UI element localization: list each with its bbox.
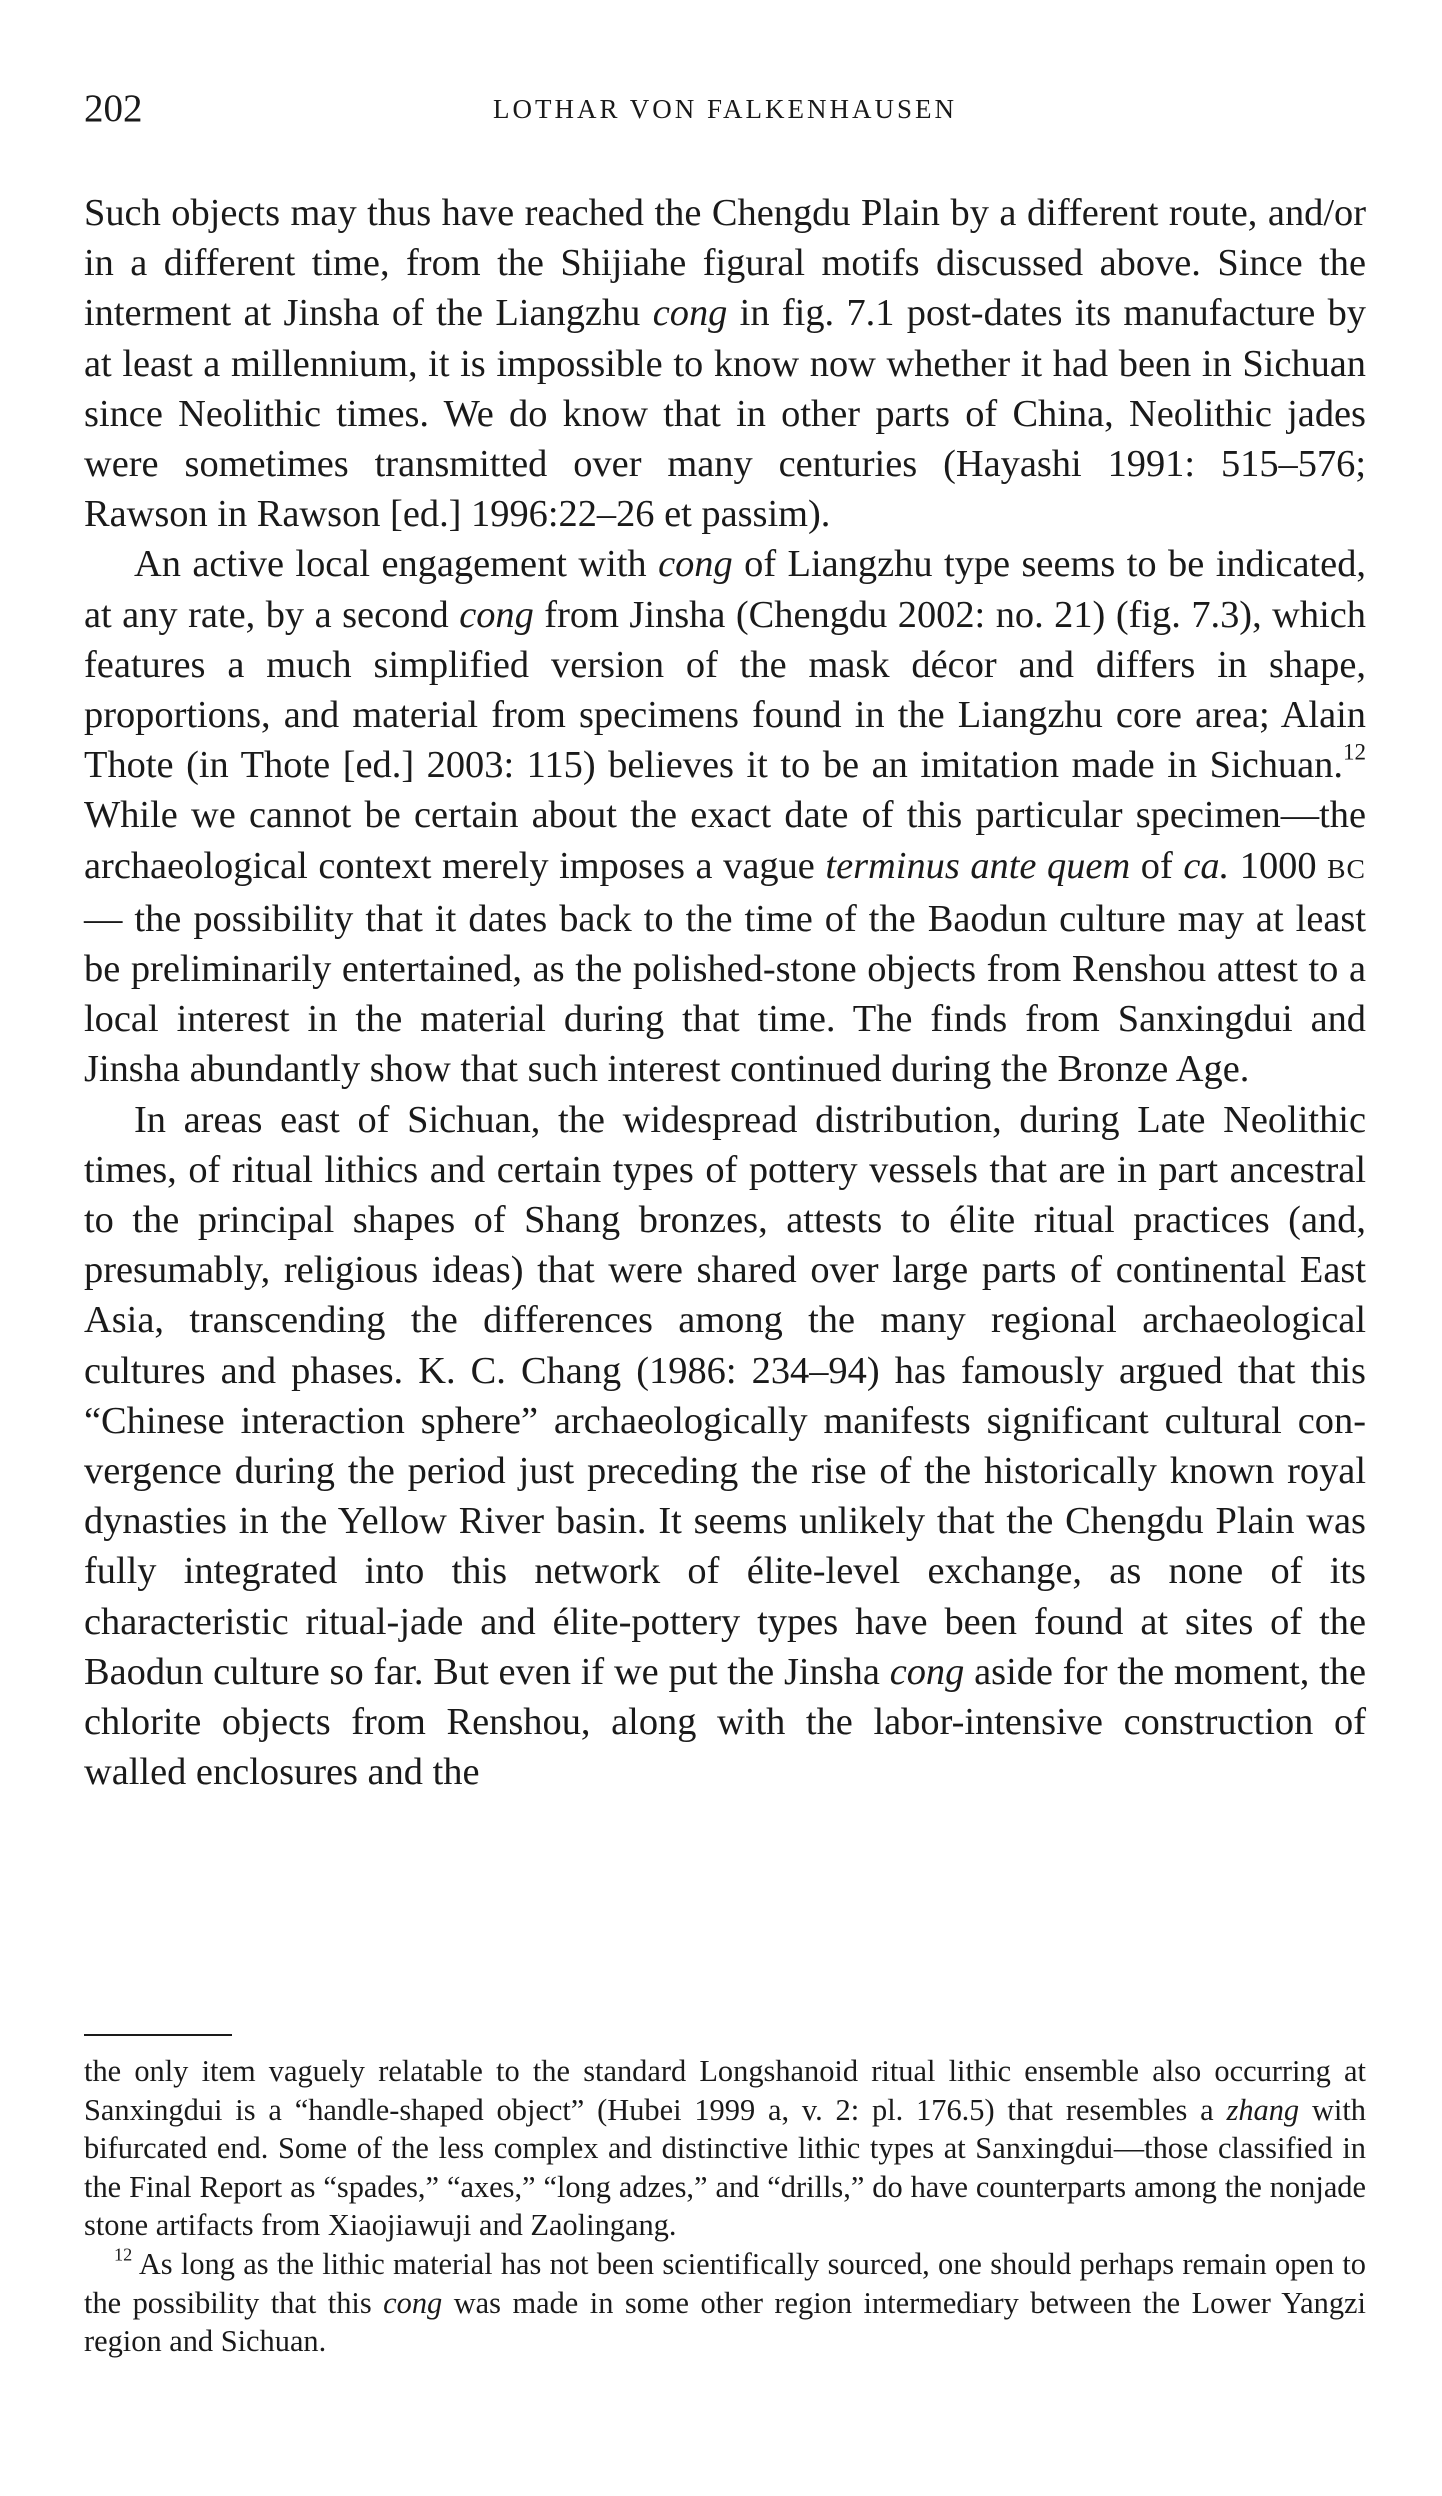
text-run: As long as the lithic material has not been scientifically sourced, one should perhaps remain open to the possibility that this xyxy=(84,2246,1366,2320)
italic-term: cong xyxy=(459,593,534,636)
text-run: aside for the moment, the chlorite objects from Renshou, along with the labor-intensive construction of walled enclosures and the xyxy=(84,1650,1366,1794)
text-run: While we cannot be certain about the exact date of this particular specimen—the archaeological context merely imposes a vague xyxy=(84,794,1366,887)
running-title: LOTHAR VON FALKENHAUSEN xyxy=(493,94,957,124)
text-run: with bifurcated end. Some of the less complex and distinctive lithic types at Sanxingdui—those classified in the Final Report as “spades,” “axes,” “long adzes,” and “drills,” do have counterparts among the nonjade stone artifacts from Xiaojiawuji and Zaolingang. xyxy=(84,2092,1366,2243)
italic-term: cong xyxy=(658,543,733,586)
italic-term: cong xyxy=(889,1650,965,1693)
footnote-continuation xyxy=(84,2052,1366,2245)
footnote-divider xyxy=(84,2034,232,2036)
text-run: of xyxy=(1130,844,1184,887)
text-run: was made in some other region intermediary between the Lower Yangzi region and Sichuan. xyxy=(84,2285,1366,2359)
small-caps-era: BC xyxy=(1327,852,1366,884)
italic-term: cong xyxy=(383,2285,443,2320)
text-run: 1000 xyxy=(1229,844,1328,887)
text-run: in fig. 7.1 post-dates its manufacture by at least a millennium, it is impossible to know now whether it had been in Sichuan since Neolithic times. We do know that in other parts of China, Neolithic jades were sometimes transmitted over many centuries (Hayashi 1991: 515–576; Rawson in Rawson [ed.] 1996:22–26 et passim). xyxy=(84,292,1366,536)
page-number: 202 xyxy=(84,87,143,130)
paragraph-1 xyxy=(84,188,1366,539)
footnotes xyxy=(84,2052,1366,2361)
footnote-reference: 12 xyxy=(1342,738,1366,765)
text-run: In areas east of Sichuan, the widespread distribution, during Late Neolithic times, of ritual lithics and certain types of pottery vessels that are in part ancestral to the principal shapes of Shang bronzes, attests to élite ritual practices (and, presumably, religious ideas) that were shared over large parts of continental East Asia, transcending the differences among the many regional archaeological cultures and phases. K. C. Chang (1986: 234–94) has famously argued that this “Chinese interaction sphere” archaeologically manifests significant cultural convergence during the period just preceding the rise of the historically known royal dynasties in the Yellow River basin. It seems unlikely that the Chengdu Plain was fully integrated into this network of élite-level exchange, as none of its characteristic ritual-jade and élite-pottery types have been found at sites of the Baodun culture so far. But even if we put the Jinsha xyxy=(84,1098,1366,1693)
footnote-number: 12 xyxy=(114,2244,133,2265)
main-text xyxy=(84,188,1366,1798)
italic-term: zhang xyxy=(1226,2092,1300,2127)
text-run: of Liangzhu type seems to be indicated, at any rate, by a second xyxy=(84,543,1366,636)
text-run: — the possibility that it dates back to the time of the Baodun culture may at least be preliminarily entertained, as the polished-stone objects from Renshou attest to a local interest in the material during that time. The finds from Sanxingdui and Jinsha abundantly show that such interest continued during the Bronze Age. xyxy=(84,897,1366,1091)
paragraph-3 xyxy=(84,1095,1366,1798)
text-run: Such objects may thus have reached the Chengdu Plain by a different route, and/or in a different time, from the Shijiahe figural motifs discussed above. Since the interment at Jinsha of the Liangzhu xyxy=(84,192,1366,335)
paragraph-2 xyxy=(84,539,1366,1094)
running-header xyxy=(84,84,1366,134)
italic-term: ca. xyxy=(1183,844,1230,887)
italic-term: terminus ante quem xyxy=(825,844,1131,887)
text-run: the only item vaguely relatable to the standard Longshanoid ritual lithic ensemble also occurring at Sanxingdui is a “handle-shaped object” (Hubei 1999 a, v. 2: pl. 176.5) that resembles a xyxy=(84,2054,1366,2127)
italic-term: cong xyxy=(652,292,728,335)
text-run: from Jinsha (Chengdu 2002: no. 21) (fig. 7.3), which features a much simplified version of the mask décor and differs in shape, proportions, and material from specimens found in the Liangzhu core area; Alain Thote (in Thote [ed.] 2003: 115) believes it to be an imitation made in Sichuan. xyxy=(84,593,1366,787)
footnote-12 xyxy=(84,2245,1366,2361)
text-run: An active local engagement with xyxy=(134,543,659,586)
